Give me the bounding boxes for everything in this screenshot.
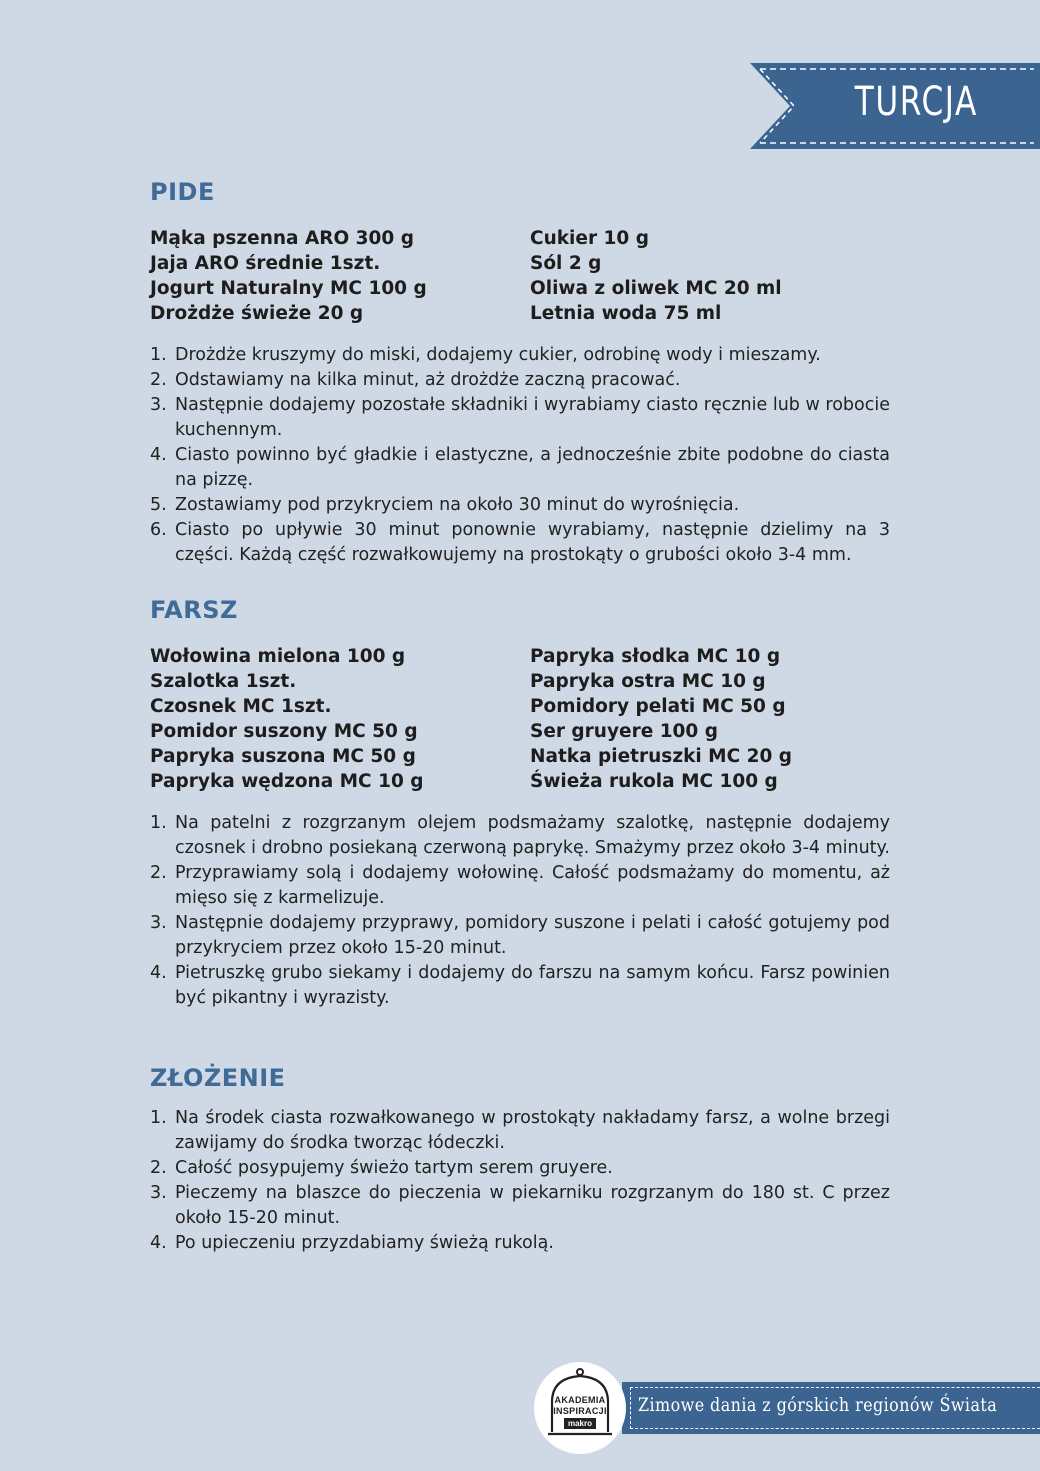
logo-brand: makro [564, 1418, 596, 1429]
pide-heading: PIDE [150, 178, 215, 206]
header-ribbon [750, 63, 1040, 149]
step-number: 3. [150, 913, 167, 933]
ingredient-item: Jaja ARO średnie 1szt. [150, 253, 381, 274]
ingredient-item: Ser gruyere 100 g [530, 721, 718, 742]
ingredient-item: Pomidor suszony MC 50 g [150, 721, 418, 742]
step-number: 2. [150, 863, 167, 883]
ingredient-item: Papryka suszona MC 50 g [150, 746, 416, 767]
step-number: 2. [150, 370, 167, 390]
step-text: Ciasto powinno być gładkie i elastyczne, a jednocześnie zbite podobne do ciasta na pizzę. [175, 445, 890, 490]
ingredient-item: Drożdże świeże 20 g [150, 303, 364, 324]
pide-ingredients-left [150, 226, 530, 326]
step-text: Odstawiamy na kilka minut, aż drożdże zaczną pracować. [175, 370, 681, 390]
ingredient-item: Szalotka 1szt. [150, 671, 297, 692]
ingredient-item: Oliwa z oliwek MC 20 ml [530, 278, 782, 299]
step-number: 3. [150, 1183, 167, 1203]
ingredient-item: Sól 2 g [530, 253, 602, 274]
step-text: Zostawiamy pod przykryciem na około 30 minut do wyrośnięcia. [175, 495, 740, 515]
zlozenie-heading: ZŁOŻENIE [150, 1064, 286, 1092]
zlozenie-steps [150, 1106, 890, 1256]
logo-text-line2: INSPIRACJI [553, 1406, 607, 1416]
step-number: 1. [150, 813, 167, 833]
step-item [150, 1106, 890, 1156]
step-item [150, 1181, 890, 1231]
step-text: Pieczemy na blaszce do pieczenia w piekarniku rozgrzanym do 180 st. C przez około 15-20 minut. [175, 1183, 890, 1228]
step-text: Na środek ciasta rozwałkowanego w prostokąty nakładamy farsz, a wolne brzegi zawijamy do środka tworząc łódeczki. [175, 1108, 890, 1153]
ingredient-item: Papryka wędzona MC 10 g [150, 771, 424, 792]
step-item [150, 518, 890, 568]
ingredient-item: Świeża rukola MC 100 g [530, 771, 778, 792]
step-item [150, 343, 890, 368]
farsz-steps [150, 811, 890, 1011]
ingredient-item: Mąka pszenna ARO 300 g [150, 228, 414, 249]
step-text: Ciasto po upływie 30 minut ponownie wyrabiamy, następnie dzielimy na 3 części. Każdą część rozwałkowujemy na prostokąty o grubości około 3-4 mm. [175, 520, 890, 565]
ingredient-item: Papryka ostra MC 10 g [530, 671, 766, 692]
step-item [150, 1231, 890, 1256]
step-text: Pietruszkę grubo siekamy i dodajemy do farszu na samym końcu. Farsz powinien być pikantny i wyrazisty. [175, 963, 890, 1008]
logo-text-line1: AKADEMIA [554, 1395, 606, 1405]
step-number: 1. [150, 1108, 167, 1128]
akademia-inspiracji-logo [534, 1362, 626, 1454]
pide-ingredients-right [530, 226, 890, 326]
ingredient-item: Wołowina mielona 100 g [150, 646, 406, 667]
ingredient-item: Jogurt Naturalny MC 100 g [150, 278, 427, 299]
step-item [150, 961, 890, 1011]
step-text: Następnie dodajemy pozostałe składniki i wyrabiamy ciasto ręcznie lub w robocie kuchennym. [175, 395, 890, 440]
step-text: Drożdże kruszymy do miski, dodajemy cukier, odrobinę wody i mieszamy. [175, 345, 821, 365]
pide-steps [150, 343, 890, 568]
step-number: 4. [150, 445, 167, 465]
ingredient-item: Natka pietruszki MC 20 g [530, 746, 793, 767]
step-text: Całość posypujemy świeżo tartym serem gruyere. [175, 1158, 613, 1178]
step-item [150, 368, 890, 393]
step-number: 1. [150, 345, 167, 365]
zlozenie-section [150, 1064, 890, 1256]
step-item [150, 493, 890, 518]
footer-band [622, 1382, 1040, 1434]
step-text: Następnie dodajemy przyprawy, pomidory suszone i pelati i całość gotujemy pod przykryciem przez około 15-20 minut. [175, 913, 890, 958]
step-item [150, 1156, 890, 1181]
step-text: Po upieczeniu przyzdabiamy świeżą rukolą. [175, 1233, 554, 1253]
footer-title: Zimowe dania z górskich regionów Świata [638, 1394, 998, 1416]
farsz-heading: FARSZ [150, 596, 238, 624]
ingredient-item: Cukier 10 g [530, 228, 649, 249]
step-text: Przyprawiamy solą i dodajemy wołowinę. Całość podsmażamy do momentu, aż mięso się z karmelizuje. [175, 863, 890, 908]
ingredient-item: Pomidory pelati MC 50 g [530, 696, 786, 717]
farsz-ingredients-right [530, 644, 890, 794]
step-item [150, 811, 890, 861]
step-number: 6. [150, 520, 167, 540]
ingredient-item: Czosnek MC 1szt. [150, 696, 332, 717]
step-item [150, 911, 890, 961]
step-item [150, 393, 890, 443]
country-title: TURCJA [854, 79, 978, 125]
farsz-section [150, 596, 890, 1011]
farsz-ingredients-left [150, 644, 530, 794]
farsz-ingredients [150, 644, 890, 794]
pide-section [150, 178, 890, 568]
step-text: Na patelni z rozgrzanym olejem podsmażamy szalotkę, następnie dodajemy czosnek i drobno posiekaną czerwoną paprykę. Smażymy przez około 3-4 minuty. [175, 813, 890, 858]
step-number: 4. [150, 963, 167, 983]
step-number: 5. [150, 495, 167, 515]
ingredient-item: Letnia woda 75 ml [530, 303, 722, 324]
step-item [150, 443, 890, 493]
ingredient-item: Papryka słodka MC 10 g [530, 646, 781, 667]
pide-ingredients [150, 226, 890, 326]
step-number: 4. [150, 1233, 167, 1253]
step-number: 2. [150, 1158, 167, 1178]
step-number: 3. [150, 395, 167, 415]
step-item [150, 861, 890, 911]
